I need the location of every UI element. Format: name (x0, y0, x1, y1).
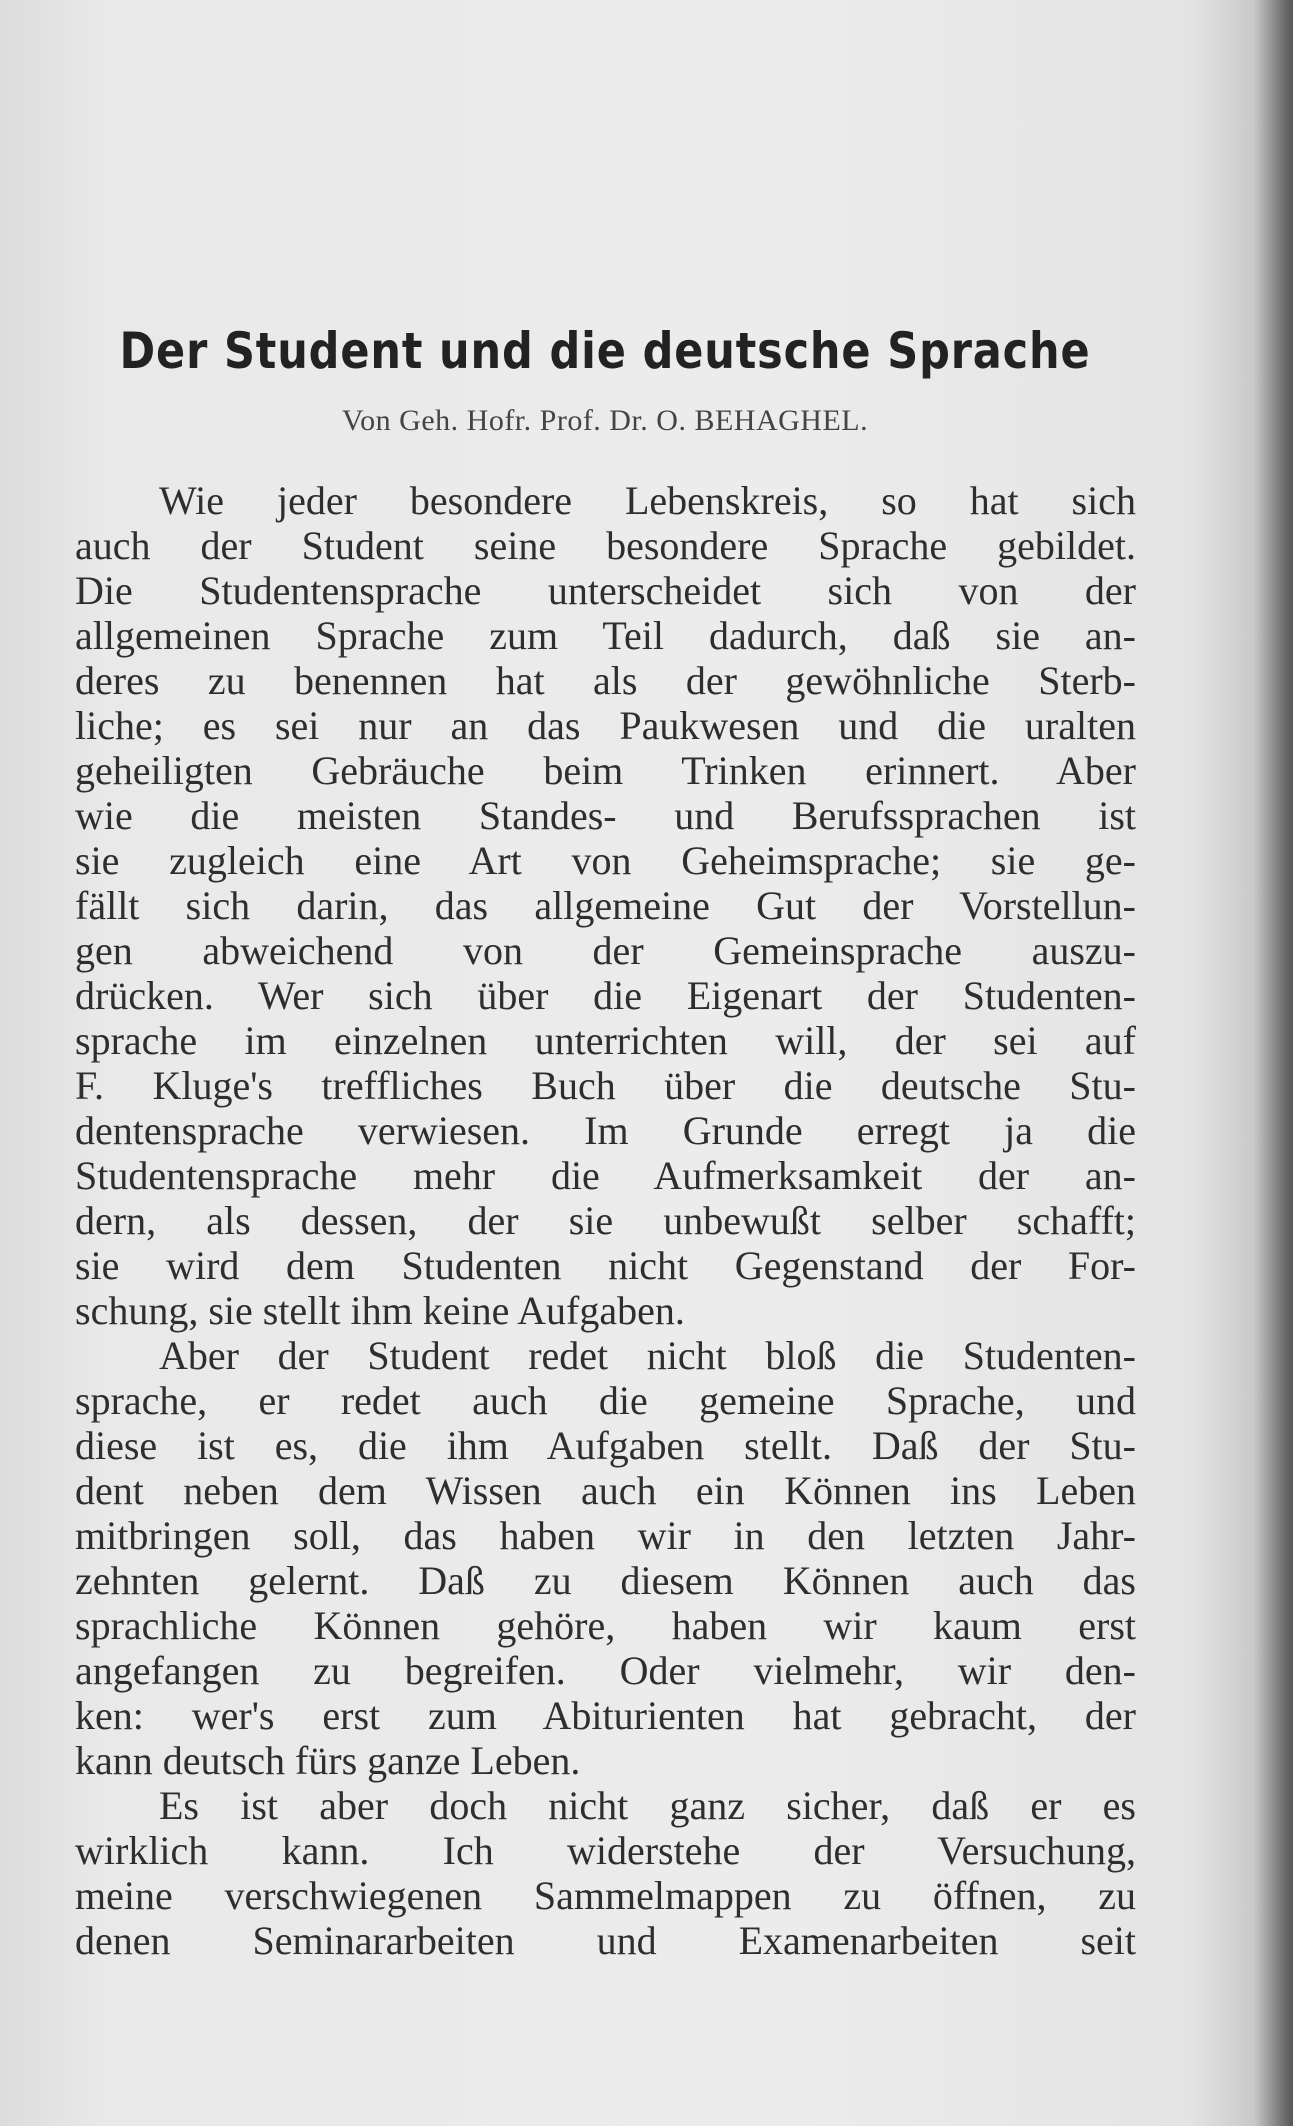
text-line: dentensprache verwiesen. Im Grunde erregt ja die (75, 1108, 1136, 1153)
text-line: allgemeinen Sprache zum Teil dadurch, daß sie an- (75, 613, 1136, 658)
text-line: gen abweichend von der Gemeinsprache auszu- (75, 928, 1136, 973)
text-line: Aber der Student redet nicht bloß die Studenten- (159, 1333, 1136, 1378)
text-line: ken: wer's erst zum Abiturienten hat gebracht, der (75, 1693, 1136, 1738)
text-line: auch der Student seine besondere Sprache gebildet. (75, 523, 1136, 568)
text-line: mitbringen soll, das haben wir in den letzten Jahr- (75, 1513, 1136, 1558)
text-line: wirklich kann. Ich widerstehe der Versuchung, (75, 1828, 1136, 1873)
text-line: F. Kluge's treffliches Buch über die deutsche Stu- (75, 1063, 1136, 1108)
text-line: schung, sie stellt ihm keine Aufgaben. (75, 1288, 685, 1333)
text-line: zehnten gelernt. Daß zu diesem Können auch das (75, 1558, 1136, 1603)
text-line: drücken. Wer sich über die Eigenart der Studenten- (75, 973, 1136, 1018)
text-line: angefangen zu begreifen. Oder vielmehr, wir den- (75, 1648, 1136, 1693)
text-line: Studentensprache mehr die Aufmerksamkeit der an- (75, 1153, 1136, 1198)
text-line: Es ist aber doch nicht ganz sicher, daß er es (159, 1783, 1136, 1828)
text-line: denen Seminararbeiten und Examenarbeiten seit (75, 1918, 1136, 1963)
text-line: meine verschwiegenen Sammelmappen zu öffnen, zu (75, 1873, 1136, 1918)
paragraph (75, 1783, 1136, 1963)
text-line: sie wird dem Studenten nicht Gegenstand der For- (75, 1243, 1136, 1288)
text-line: dent neben dem Wissen auch ein Können ins Leben (75, 1468, 1136, 1513)
text-line: sie zugleich eine Art von Geheimsprache; sie ge- (75, 838, 1136, 883)
text-line: Wie jeder besondere Lebenskreis, so hat sich (159, 478, 1136, 523)
text-line: deres zu benennen hat als der gewöhnliche Sterb- (75, 658, 1136, 703)
text-line: geheiligten Gebräuche beim Trinken erinnert. Aber (75, 748, 1136, 793)
text-line: wie die meisten Standes- und Berufssprachen ist (75, 793, 1136, 838)
text-line: sprache, er redet auch die gemeine Sprache, und (75, 1378, 1136, 1423)
article-byline: Von Geh. Hofr. Prof. Dr. O. BEHAGHEL. (341, 404, 869, 437)
article-body (75, 478, 1136, 1963)
text-line: fällt sich darin, das allgemeine Gut der Vorstellun- (75, 883, 1136, 928)
text-line: diese ist es, die ihm Aufgaben stellt. Daß der Stu- (75, 1423, 1136, 1468)
text-line: liche; es sei nur an das Paukwesen und die uralten (75, 703, 1136, 748)
text-line: kann deutsch fürs ganze Leben. (75, 1738, 581, 1783)
text-line: sprachliche Können gehöre, haben wir kaum erst (75, 1603, 1136, 1648)
text-line: Die Studentensprache unterscheidet sich von der (75, 568, 1136, 613)
article-title: Der Student und die deutsche Sprache (119, 322, 1091, 380)
text-line: dern, als dessen, der sie unbewußt selber schafft; (75, 1198, 1136, 1243)
paragraph (75, 478, 1136, 1333)
text-line: sprache im einzelnen unterrichten will, der sei auf (75, 1018, 1136, 1063)
paragraph (75, 1333, 1136, 1783)
